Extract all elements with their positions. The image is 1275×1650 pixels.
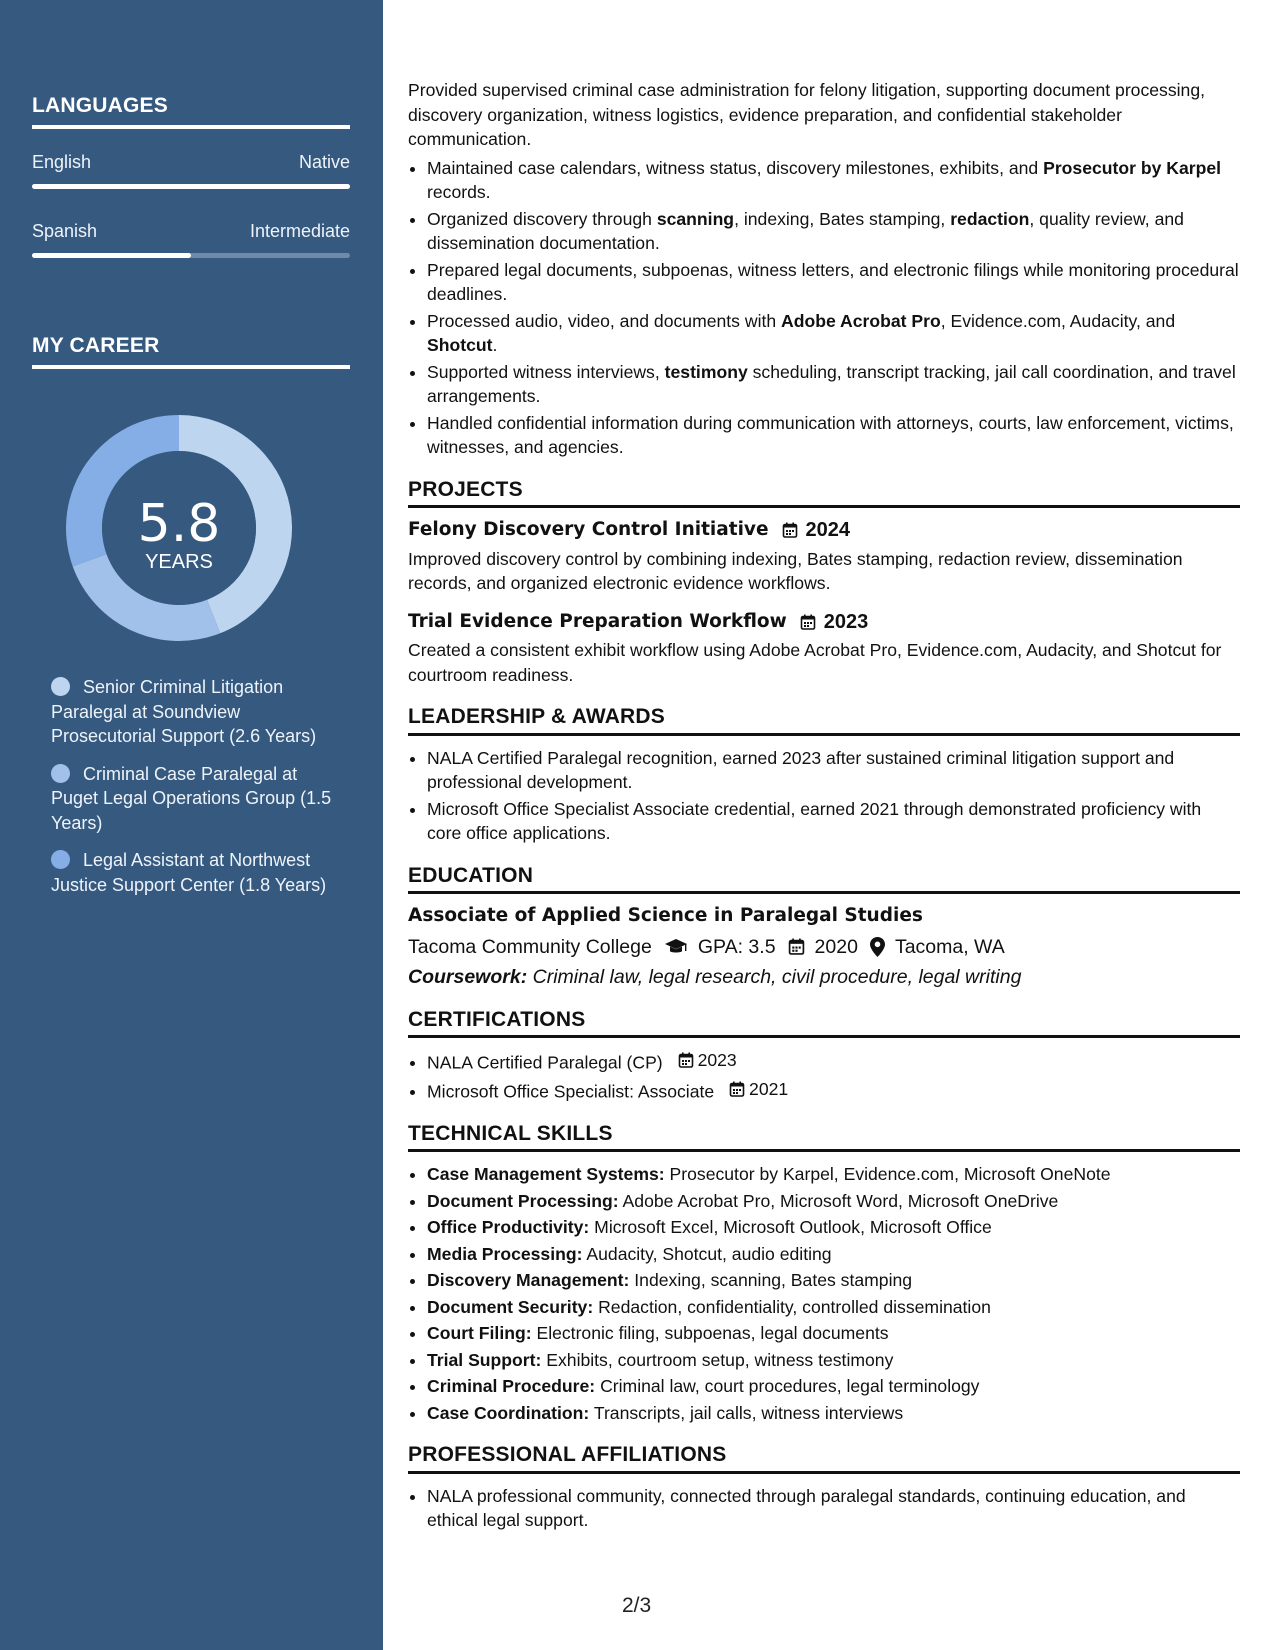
- skill-values: Exhibits, courtroom setup, witness testimony: [546, 1349, 894, 1370]
- school-location: Tacoma, WA: [894, 935, 1005, 958]
- skill-values: Adobe Acrobat Pro, Microsoft Word, Microsoft OneDrive: [622, 1190, 1059, 1211]
- skill-item: [427, 1242, 1240, 1267]
- skills-heading: TECHNICAL SKILLS: [408, 1122, 1240, 1153]
- project-year: 2023: [823, 610, 869, 633]
- career-heading: MY CAREER: [32, 334, 350, 369]
- career-total: 5.8: [137, 494, 221, 554]
- bullet-dot-icon: [51, 764, 70, 783]
- language-level: Intermediate: [249, 221, 350, 241]
- experience-bullets: [408, 156, 1240, 460]
- experience-bullet: [427, 207, 1240, 256]
- skill-values: Transcripts, jail calls, witness interviews: [593, 1402, 904, 1423]
- bullet-text: , indexing, Bates stamping,: [734, 208, 951, 229]
- certifications-heading: CERTIFICATIONS: [408, 1008, 1240, 1039]
- affiliations-list: [408, 1484, 1240, 1533]
- project-name: Trial Evidence Preparation Workflow: [408, 610, 787, 632]
- bullet-text: Supported witness interviews,: [427, 361, 665, 382]
- certification-year: 2023: [697, 1050, 737, 1070]
- project-title: [408, 518, 1240, 543]
- skill-category: Case Coordination:: [427, 1402, 590, 1423]
- leadership-item: • Microsoft Office Specialist Associate credential, earned 2021 through demonstrated proficiency with core office applications.: [427, 797, 1240, 846]
- project-year: 2024: [805, 519, 851, 541]
- calendar-icon: [782, 522, 798, 538]
- language-spanish: [32, 221, 350, 242]
- bullet-text: records.: [427, 182, 491, 202]
- project-name: Felony Discovery Control Initiative: [408, 519, 769, 540]
- skill-values: Redaction, confidentiality, controlled dissemination: [598, 1296, 991, 1317]
- skills-list: [408, 1162, 1240, 1425]
- language-bar-fill: [32, 253, 191, 258]
- certification-name: Microsoft Office Specialist: Associate: [427, 1081, 715, 1101]
- coursework-text: Criminal law, legal research, civil procedure, legal writing: [532, 966, 1022, 988]
- bullet-text: Organized discovery through: [427, 208, 657, 229]
- skill-item: [427, 1162, 1240, 1187]
- language-name: Spanish: [32, 221, 98, 241]
- career-item: [51, 675, 336, 749]
- experience-bullet: [427, 309, 1240, 358]
- skill-values: Criminal law, court procedures, legal terminology: [600, 1376, 980, 1396]
- graduation-cap-icon: [664, 938, 688, 956]
- skill-category: Discovery Management:: [427, 1270, 630, 1290]
- leadership-item: • NALA Certified Paralegal recognition, earned 2023 after sustained criminal litigation support and professional development.: [427, 746, 1240, 795]
- bullet-text: Prepared legal documents, subpoenas, witness letters, and electronic filings while monitoring procedural deadlines.: [427, 259, 1239, 304]
- coursework: [408, 965, 1240, 990]
- bullet-text: , quality review, and dissemination documentation.: [427, 208, 1184, 253]
- certification-item: [427, 1048, 1240, 1075]
- certification-name: NALA Certified Paralegal (CP): [427, 1052, 663, 1073]
- leadership-list: [408, 746, 1240, 846]
- skill-category: Media Processing:: [427, 1243, 583, 1264]
- bold-keyword: redaction: [950, 208, 1030, 229]
- bullet-text: scheduling, transcript tracking, jail call coordination, and travel arrangements.: [427, 361, 1236, 406]
- experience-bullet: [427, 258, 1240, 307]
- sidebar: [0, 0, 383, 1650]
- career-donut-chart: [64, 413, 294, 643]
- skill-item: [427, 1348, 1240, 1373]
- bullet-text: .: [492, 335, 498, 355]
- skill-category: Trial Support:: [427, 1349, 542, 1370]
- calendar-icon: [729, 1081, 745, 1097]
- skill-values: Electronic filing, subpoenas, legal documents: [536, 1323, 889, 1343]
- skill-category: Office Productivity:: [427, 1217, 590, 1237]
- skill-category: Case Management Systems:: [427, 1164, 665, 1184]
- bold-keyword: testimony: [664, 361, 748, 382]
- bullet-text: Handled confidential information during communication with attorneys, courts, law enforcement, victims, witnesses, and agencies.: [427, 412, 1234, 457]
- languages-heading: LANGUAGES: [32, 94, 350, 129]
- graduation-year: 2020: [814, 935, 858, 958]
- project-description: Created a consistent exhibit workflow using Adobe Acrobat Pro, Evidence.com, Audacity, and Shotcut for courtroom readiness.: [408, 640, 1222, 685]
- projects-heading: PROJECTS: [408, 478, 1240, 509]
- skill-category: Criminal Procedure:: [427, 1376, 596, 1396]
- career-item-text: Criminal Case Paralegal at Puget Legal Operations Group (1.5 Years): [51, 763, 332, 833]
- main-content: [408, 78, 1240, 1535]
- skill-values: Prosecutor by Karpel, Evidence.com, Microsoft OneNote: [669, 1164, 1111, 1184]
- career-list: [51, 675, 336, 910]
- bullet-text: Maintained case calendars, witness status, discovery milestones, exhibits, and: [427, 157, 1044, 178]
- experience-bullet: [427, 156, 1240, 205]
- language-level: Native: [298, 152, 350, 172]
- skill-category: Court Filing:: [427, 1323, 532, 1343]
- skill-item: [427, 1401, 1240, 1426]
- skill-item: [427, 1215, 1240, 1240]
- certification-year: 2021: [749, 1078, 789, 1099]
- skill-values: Audacity, Shotcut, audio editing: [586, 1243, 832, 1264]
- language-english: [32, 152, 350, 173]
- language-name: English: [32, 152, 92, 172]
- experience-bullet: [427, 411, 1240, 460]
- education-heading: EDUCATION: [408, 864, 1240, 895]
- skill-item: [427, 1295, 1240, 1320]
- gpa: GPA: 3.5: [697, 935, 776, 958]
- calendar-icon: [788, 938, 805, 955]
- bullet-dot-icon: [51, 850, 70, 869]
- affiliations-heading: PROFESSIONAL AFFILIATIONS: [408, 1443, 1240, 1474]
- language-bar-english: [32, 184, 350, 189]
- location-pin-icon: [870, 937, 885, 957]
- career-item: [51, 762, 336, 836]
- project-title: [408, 610, 1240, 635]
- bold-keyword: scanning: [656, 208, 735, 229]
- skill-values: Indexing, scanning, Bates stamping: [634, 1270, 913, 1290]
- calendar-icon: [800, 614, 816, 630]
- skill-category: Document Security:: [427, 1296, 594, 1317]
- bullet-text: Processed audio, video, and documents with: [427, 310, 782, 331]
- bullet-text: , Evidence.com, Audacity, and: [940, 310, 1176, 331]
- page-number: 2/3: [622, 1594, 652, 1617]
- certifications-list: [408, 1048, 1240, 1104]
- language-bar-fill: [32, 184, 350, 189]
- bold-keyword: Prosecutor by Karpel: [1043, 157, 1222, 178]
- education-details: [408, 935, 1240, 960]
- skill-item: [427, 1268, 1240, 1293]
- certification-item: [427, 1077, 1240, 1104]
- language-bar-spanish: [32, 253, 350, 258]
- bold-keyword: Shotcut: [427, 335, 493, 355]
- project-description: Improved discovery control by combining indexing, Bates stamping, redaction review, dissemination records, and organized electronic evidence workflows.: [408, 548, 1183, 593]
- skill-values: Microsoft Excel, Microsoft Outlook, Microsoft Office: [594, 1217, 992, 1237]
- skill-item: [427, 1374, 1240, 1399]
- bold-keyword: Adobe Acrobat Pro: [781, 310, 941, 331]
- coursework-label: Coursework:: [408, 966, 528, 988]
- career-item: [51, 848, 336, 897]
- skill-item: [427, 1321, 1240, 1346]
- experience-bullet: [427, 360, 1240, 409]
- career-item-text: Legal Assistant at Northwest Justice Support Center (1.8 Years): [51, 850, 327, 895]
- bullet-dot-icon: [51, 677, 70, 696]
- calendar-icon: [678, 1052, 694, 1068]
- leadership-heading: LEADERSHIP & AWARDS: [408, 705, 1240, 736]
- experience-summary: Provided supervised criminal case administration for felony litigation, supporting document processing, discovery organization, witness logistics, evidence preparation, and confidential stakeholder communication.: [408, 80, 1206, 149]
- degree-title: Associate of Applied Science in Paralegal Studies: [408, 905, 923, 926]
- career-unit: YEARS: [145, 551, 213, 573]
- career-item-text: Senior Criminal Litigation Paralegal at Soundview Prosecutorial Support (2.6 Years): [51, 677, 317, 746]
- skill-item: [427, 1189, 1240, 1214]
- skill-category: Document Processing:: [427, 1190, 619, 1211]
- affiliation-item: • NALA professional community, connected through paralegal standards, continuing education, and ethical legal support.: [427, 1484, 1240, 1533]
- school-name: Tacoma Community College: [408, 935, 652, 958]
